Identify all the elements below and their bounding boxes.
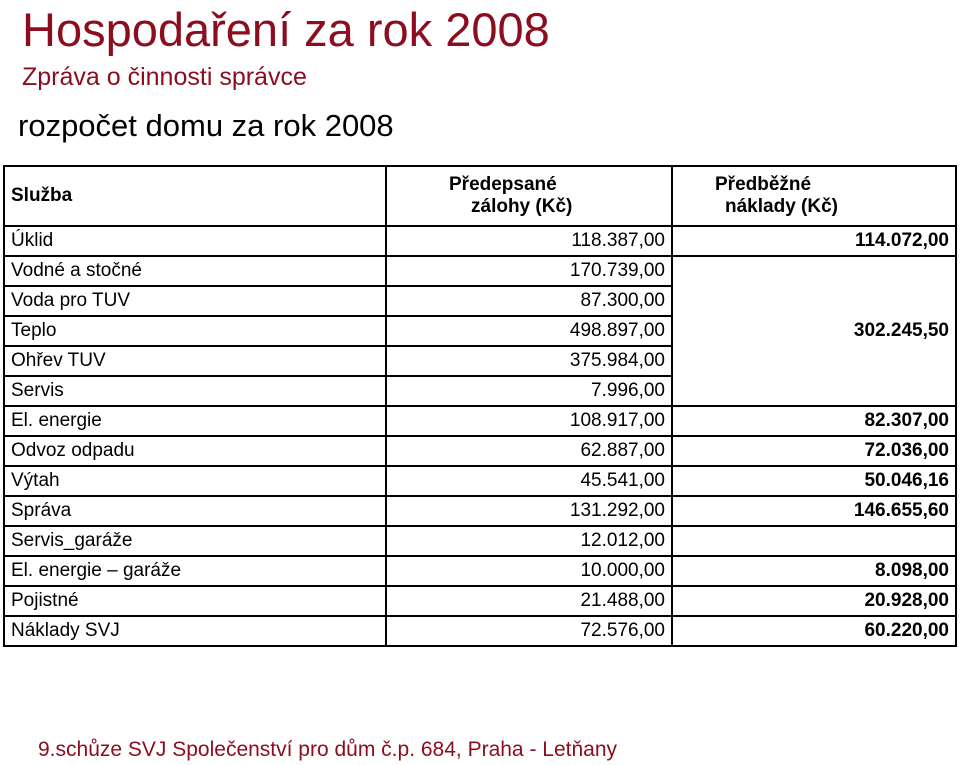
row-advance: 7.996,00 bbox=[386, 376, 672, 406]
header-advance-line1: Předepsané bbox=[449, 174, 557, 195]
row-advance: 62.887,00 bbox=[386, 436, 672, 466]
header-cost-line2: náklady (Kč) bbox=[725, 196, 838, 217]
table-row bbox=[4, 526, 956, 556]
table-row bbox=[4, 466, 956, 496]
table-row bbox=[4, 586, 956, 616]
table-header-row bbox=[4, 166, 956, 226]
row-service: Správa bbox=[4, 496, 386, 526]
row-advance: 45.541,00 bbox=[386, 466, 672, 496]
header-cost bbox=[672, 166, 956, 226]
merged-cost: 302.245,50 bbox=[672, 256, 956, 406]
row-cost bbox=[672, 526, 956, 556]
row-service: El. energie bbox=[4, 406, 386, 436]
row-service: Teplo bbox=[4, 316, 386, 346]
budget-table bbox=[3, 165, 957, 647]
header-advance-line2: zálohy (Kč) bbox=[471, 196, 573, 217]
header-service: Služba bbox=[4, 166, 386, 226]
row-cost: 8.098,00 bbox=[672, 556, 956, 586]
row-service: Servis_garáže bbox=[4, 526, 386, 556]
table-row bbox=[4, 226, 956, 256]
page-subtitle: Zpráva o činnosti správce bbox=[22, 63, 307, 91]
footer-note: 9.schůze SVJ Společenství pro dům č.p. 684, Praha - Letňany bbox=[38, 738, 617, 761]
row-advance: 108.917,00 bbox=[386, 406, 672, 436]
row-advance: 118.387,00 bbox=[386, 226, 672, 256]
row-service: Odvoz odpadu bbox=[4, 436, 386, 466]
header-advance bbox=[386, 166, 672, 226]
row-service: El. energie – garáže bbox=[4, 556, 386, 586]
row-advance: 21.488,00 bbox=[386, 586, 672, 616]
table-row bbox=[4, 616, 956, 646]
row-service: Servis bbox=[4, 376, 386, 406]
row-advance: 131.292,00 bbox=[386, 496, 672, 526]
table-row bbox=[4, 256, 956, 286]
row-advance: 375.984,00 bbox=[386, 346, 672, 376]
row-advance: 498.897,00 bbox=[386, 316, 672, 346]
row-advance: 10.000,00 bbox=[386, 556, 672, 586]
row-service: Úklid bbox=[4, 226, 386, 256]
table-row bbox=[4, 496, 956, 526]
row-cost: 72.036,00 bbox=[672, 436, 956, 466]
row-cost: 20.928,00 bbox=[672, 586, 956, 616]
row-service: Náklady SVJ bbox=[4, 616, 386, 646]
header-cost-line1: Předběžné bbox=[715, 174, 812, 195]
table-row bbox=[4, 406, 956, 436]
row-advance: 12.012,00 bbox=[386, 526, 672, 556]
row-advance: 170.739,00 bbox=[386, 256, 672, 286]
row-advance: 87.300,00 bbox=[386, 286, 672, 316]
row-advance: 72.576,00 bbox=[386, 616, 672, 646]
budget-heading: rozpočet domu za rok 2008 bbox=[18, 108, 394, 143]
row-cost: 60.220,00 bbox=[672, 616, 956, 646]
row-cost: 146.655,60 bbox=[672, 496, 956, 526]
row-cost: 82.307,00 bbox=[672, 406, 956, 436]
row-service: Ohřev TUV bbox=[4, 346, 386, 376]
row-cost: 50.046,16 bbox=[672, 466, 956, 496]
table-row bbox=[4, 436, 956, 466]
row-service: Pojistné bbox=[4, 586, 386, 616]
table-row bbox=[4, 556, 956, 586]
row-service: Voda pro TUV bbox=[4, 286, 386, 316]
row-cost: 114.072,00 bbox=[672, 226, 956, 256]
page-title: Hospodaření za rok 2008 bbox=[22, 3, 550, 56]
row-service: Výtah bbox=[4, 466, 386, 496]
row-service: Vodné a stočné bbox=[4, 256, 386, 286]
